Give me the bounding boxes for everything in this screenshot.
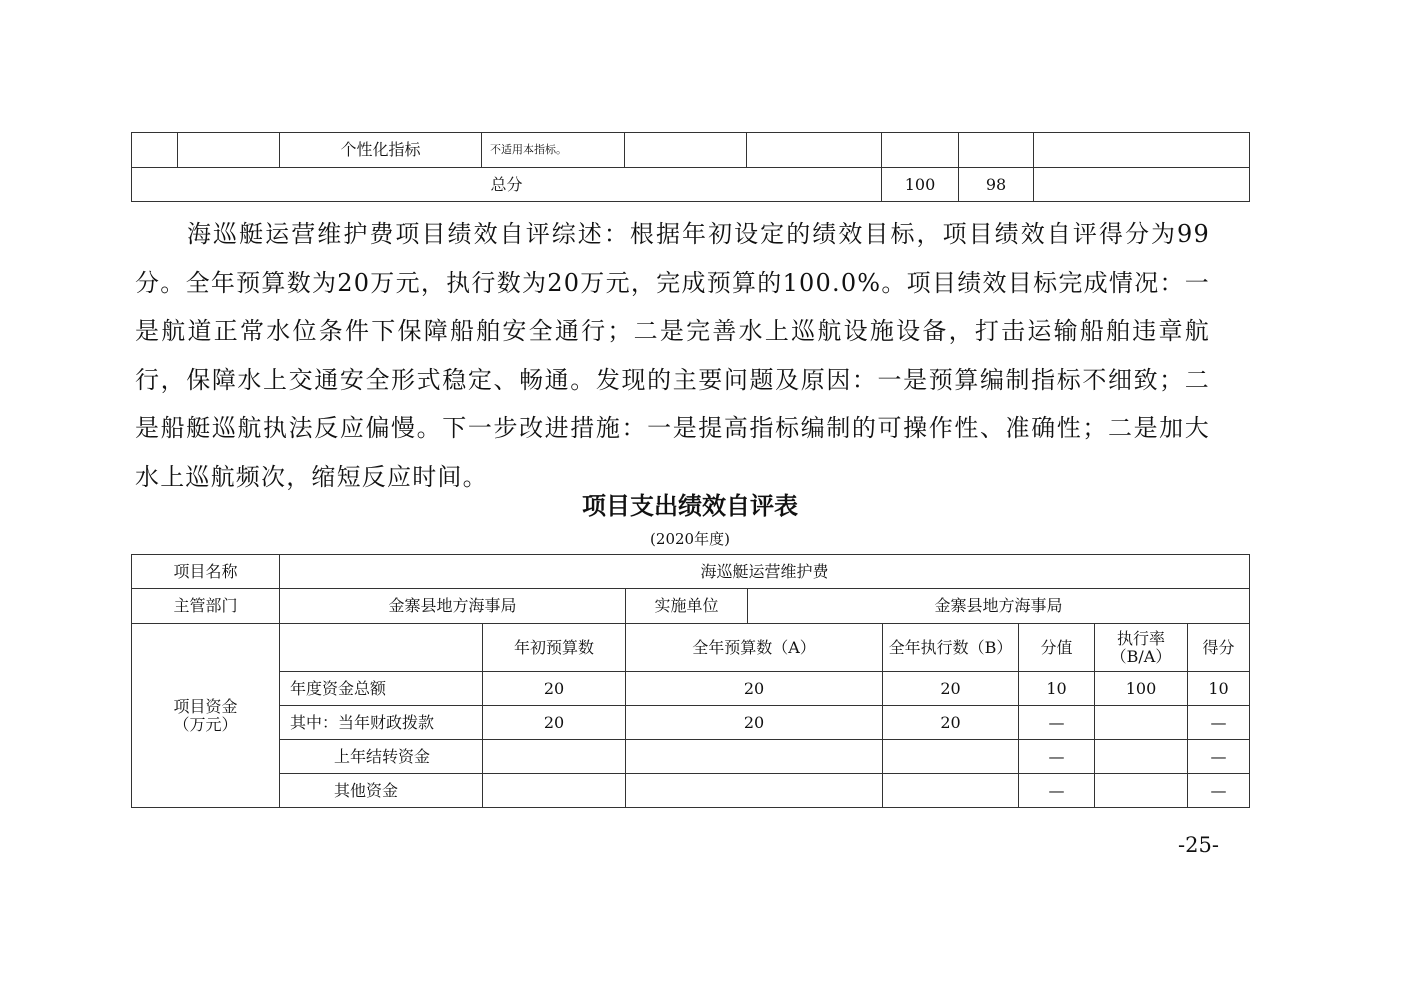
impl-label: 实施单位 [626, 589, 748, 624]
funds-header-row [132, 624, 1250, 672]
total-label: 总分 [132, 168, 882, 202]
table-row: 其中：当年财政拨款 20 20 20 — — [132, 706, 1250, 740]
table-row: 上年结转资金 — — [132, 740, 1250, 774]
header-annual-budget: 全年预算数（A） [626, 624, 883, 672]
header-exec-rate: 执行率 （B/A） [1095, 624, 1188, 672]
header-score: 得分 [1188, 624, 1250, 672]
dept-value: 金寨县地方海事局 [280, 589, 626, 624]
table-year: (2020年度) [650, 530, 730, 548]
department-row [132, 589, 1250, 624]
personal-indicator-note: 不适用本指标。 [482, 133, 625, 168]
total-score-row [132, 168, 1250, 202]
project-evaluation-table [131, 554, 1250, 808]
table-row: 其他资金 — — [132, 774, 1250, 808]
personal-indicator-label: 个性化指标 [280, 133, 482, 168]
project-name-value: 海巡艇运营维护费 [280, 555, 1250, 589]
total-full-score: 100 [882, 168, 959, 202]
table-title: 项目支出绩效自评表 [582, 492, 798, 520]
total-score: 98 [959, 168, 1034, 202]
dept-label: 主管部门 [132, 589, 280, 624]
funds-label: 项目资金 （万元） [132, 624, 280, 808]
header-weight: 分值 [1019, 624, 1095, 672]
project-name-row [132, 555, 1250, 589]
header-initial-budget: 年初预算数 [483, 624, 626, 672]
summary-paragraph: 海巡艇运营维护费项目绩效自评综述：根据年初设定的绩效目标，项目绩效自评得分为99分。全年预算数为20万元，执行数为20万元，完成预算的100.0%。项目绩效目标完成情况：一是航道正常水位条件下保障船舶安全通行；二是完善水上巡航设施设备，打击运输船舶违章航行，保障水上交通安全形式稳定、畅通。发现的主要问题及原因：一是预算编制指标不细致；二是船艇巡航执法反应偏慢。下一步改进措施：一是提高指标编制的可操作性、准确性；二是加大水上巡航频次，缩短反应时间。 [135, 220, 1210, 491]
project-name-label: 项目名称 [132, 555, 280, 589]
impl-value: 金寨县地方海事局 [748, 589, 1250, 624]
page-number: -25- [1178, 833, 1219, 857]
header-annual-exec: 全年执行数（B） [883, 624, 1019, 672]
table-row: 年度资金总额 20 20 20 10 100 10 [132, 672, 1250, 706]
personal-indicator-row [132, 133, 1250, 168]
score-table-continuation [131, 132, 1250, 202]
